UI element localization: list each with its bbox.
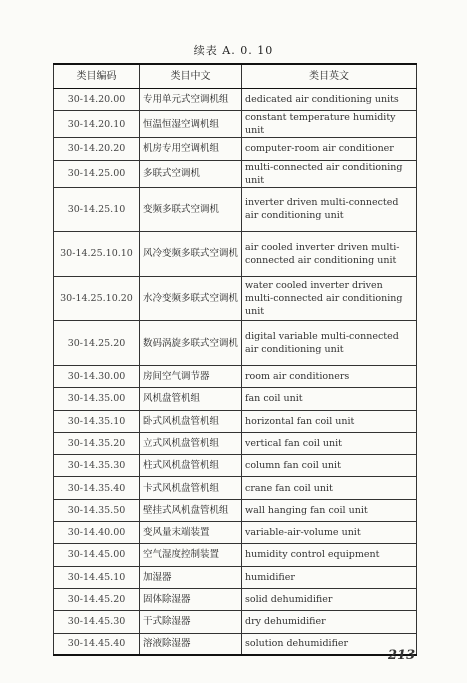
row-english-name: solution dehumidifier: [242, 633, 417, 655]
table-row: [54, 321, 417, 366]
row-chinese-name: 固体除湿器: [140, 588, 242, 610]
row-english-name: horizontal fan coil unit: [242, 410, 417, 432]
row-code: 30-14.45.20: [54, 588, 140, 610]
table-row: [54, 477, 417, 499]
table-row: [54, 111, 417, 138]
row-chinese-name: 卧式风机盘管机组: [140, 410, 242, 432]
row-code: 30-14.35.00: [54, 388, 140, 410]
row-code: 30-14.45.40: [54, 633, 140, 655]
row-code: 30-14.30.00: [54, 365, 140, 387]
row-english-name: humidifier: [242, 566, 417, 588]
row-english-name: dedicated air conditioning units: [242, 89, 417, 111]
row-english-name: constant temperature humidity unit: [242, 111, 417, 138]
row-english-name: air cooled inverter driven multi-connected air conditioning unit: [242, 232, 417, 277]
row-code: 30-14.35.40: [54, 477, 140, 499]
row-chinese-name: 溶液除湿器: [140, 633, 242, 655]
row-english-name: digital variable multi-connected air conditioning unit: [242, 321, 417, 366]
row-code: 30-14.25.10.20: [54, 276, 140, 321]
table-caption: 续表 A. 0. 10: [193, 44, 274, 57]
row-chinese-name: 水冷变频多联式空调机: [140, 276, 242, 321]
category-table: [53, 63, 417, 656]
row-code: 30-14.35.30: [54, 455, 140, 477]
row-chinese-name: 多联式空调机: [140, 160, 242, 187]
row-english-name: solid dehumidifier: [242, 588, 417, 610]
row-english-name: inverter driven multi-connected air conditioning unit: [242, 187, 417, 232]
row-code: 30-14.25.00: [54, 160, 140, 187]
row-code: 30-14.45.00: [54, 544, 140, 566]
table-row: [54, 633, 417, 655]
table-row: [54, 611, 417, 633]
table-row: [54, 522, 417, 544]
table-row: [54, 232, 417, 277]
page-number: 213: [388, 648, 416, 663]
row-english-name: crane fan coil unit: [242, 477, 417, 499]
row-english-name: fan coil unit: [242, 388, 417, 410]
table-row: [54, 388, 417, 410]
row-english-name: computer-room air conditioner: [242, 138, 417, 160]
row-chinese-name: 卡式风机盘管机组: [140, 477, 242, 499]
table-row: [54, 588, 417, 610]
row-english-name: water cooled inverter driven multi-connected air conditioning unit: [242, 276, 417, 321]
table-row: [54, 365, 417, 387]
row-code: 30-14.20.00: [54, 89, 140, 111]
row-english-name: multi-connected air conditioning unit: [242, 160, 417, 187]
table-row: [54, 276, 417, 321]
row-chinese-name: 干式除湿器: [140, 611, 242, 633]
row-chinese-name: 柱式风机盘管机组: [140, 455, 242, 477]
row-chinese-name: 风冷变频多联式空调机: [140, 232, 242, 277]
row-english-name: vertical fan coil unit: [242, 432, 417, 454]
row-code: 30-14.45.10: [54, 566, 140, 588]
header-chinese: 类目中文: [140, 64, 242, 89]
row-code: 30-14.35.20: [54, 432, 140, 454]
row-english-name: variable-air-volume unit: [242, 522, 417, 544]
row-code: 30-14.35.50: [54, 499, 140, 521]
row-english-name: humidity control equipment: [242, 544, 417, 566]
row-chinese-name: 加湿器: [140, 566, 242, 588]
table-row: [54, 410, 417, 432]
row-chinese-name: 立式风机盘管机组: [140, 432, 242, 454]
row-chinese-name: 机房专用空调机组: [140, 138, 242, 160]
row-chinese-name: 房间空气调节器: [140, 365, 242, 387]
row-code: 30-14.20.20: [54, 138, 140, 160]
row-english-name: wall hanging fan coil unit: [242, 499, 417, 521]
row-code: 30-14.40.00: [54, 522, 140, 544]
header-english: 类目英文: [242, 64, 417, 89]
table-row: [54, 499, 417, 521]
row-chinese-name: 变频多联式空调机: [140, 187, 242, 232]
row-english-name: room air conditioners: [242, 365, 417, 387]
table-row: [54, 138, 417, 160]
row-english-name: dry dehumidifier: [242, 611, 417, 633]
table-header: [54, 64, 417, 89]
row-chinese-name: 变风量末端装置: [140, 522, 242, 544]
row-chinese-name: 专用单元式空调机组: [140, 89, 242, 111]
table-row: [54, 187, 417, 232]
row-chinese-name: 数码涡旋多联式空调机: [140, 321, 242, 366]
table-row: [54, 89, 417, 111]
table-row: [54, 432, 417, 454]
table-row: [54, 544, 417, 566]
row-code: 30-14.20.10: [54, 111, 140, 138]
row-chinese-name: 空气湿度控制装置: [140, 544, 242, 566]
table-body: [54, 89, 417, 656]
row-code: 30-14.45.30: [54, 611, 140, 633]
row-code: 30-14.25.10.10: [54, 232, 140, 277]
row-code: 30-14.25.10: [54, 187, 140, 232]
header-code: 类目编码: [54, 64, 140, 89]
row-code: 30-14.25.20: [54, 321, 140, 366]
table-row: [54, 566, 417, 588]
row-chinese-name: 壁挂式风机盘管机组: [140, 499, 242, 521]
row-chinese-name: 风机盘管机组: [140, 388, 242, 410]
row-chinese-name: 恒温恒湿空调机组: [140, 111, 242, 138]
table-row: [54, 455, 417, 477]
row-code: 30-14.35.10: [54, 410, 140, 432]
row-english-name: column fan coil unit: [242, 455, 417, 477]
table-row: [54, 160, 417, 187]
